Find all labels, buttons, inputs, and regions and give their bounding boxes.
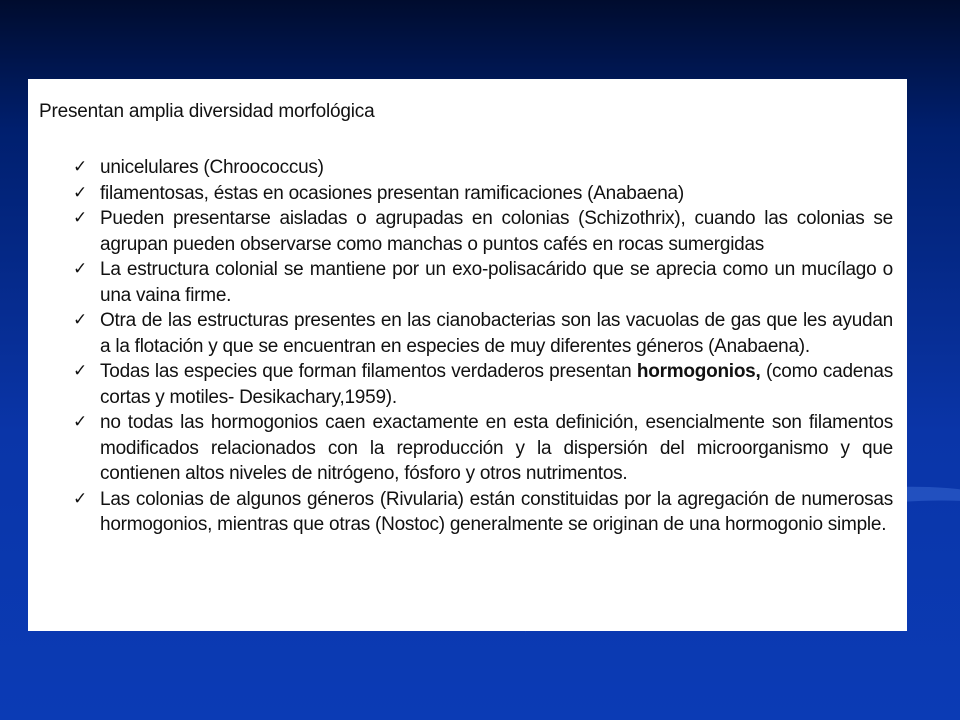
list-item	[39, 257, 893, 308]
check-icon: ✓	[73, 208, 87, 228]
list-item	[39, 308, 893, 359]
bold-term: hormogonios,	[636, 361, 761, 382]
list-item	[39, 359, 893, 410]
content-card	[28, 79, 907, 631]
check-icon: ✓	[73, 259, 87, 279]
list-item	[39, 155, 893, 181]
check-icon: ✓	[73, 310, 87, 330]
list-item	[39, 181, 893, 207]
check-icon: ✓	[73, 157, 87, 177]
check-icon: ✓	[73, 361, 87, 381]
check-icon: ✓	[73, 182, 87, 203]
list-item	[39, 410, 893, 487]
list-item-text: Otra de las estructuras presentes en las cianobacterias son las vacuolas de gas que les ayudan a la flotación y que se encuentran en especies de muy diferentes géneros (Anabaena).	[100, 310, 893, 357]
list-item-text: Pueden presentarse aisladas o agrupadas en colonias (Schizothrix), cuando las colonias se agrupan pueden observarse como manchas o puntos cafés en rocas sumergidas	[100, 208, 893, 255]
check-icon: ✓	[73, 488, 87, 509]
list-item-text: no todas las hormogonios caen exactamente en esta definición, esencialmente son filamentos modificados relacionados con la reproducción y la dispersión del microorganismo y que contienen altos niveles de nitrógeno, fósforo y otros nutrimentos.	[100, 412, 893, 484]
list-item-text: Todas las especies que forman filamentos verdaderos presentan hormogonios, (como cadenas cortas y motiles- Desikachary,1959).	[100, 361, 894, 408]
list-item	[39, 206, 893, 257]
slide-heading: Presentan amplia diversidad morfológica	[39, 101, 375, 122]
check-icon: ✓	[73, 412, 87, 432]
list-item-text: La estructura colonial se mantiene por un exo-polisacárido que se aprecia como un mucílago o una vaina firme.	[100, 259, 893, 306]
list-item-text: Las colonias de algunos géneros (Rivularia) están constituidas por la agregación de numerosas hormogonios, mientras que otras (Nostoc) generalmente se originan de una hormogonio simple.	[100, 488, 893, 535]
list-item	[39, 487, 893, 538]
bullet-list	[39, 155, 893, 538]
list-item-text: filamentosas, éstas en ocasiones presentan ramificaciones (Anabaena)	[100, 182, 684, 204]
list-item-text: unicelulares (Chroococcus)	[100, 157, 324, 178]
